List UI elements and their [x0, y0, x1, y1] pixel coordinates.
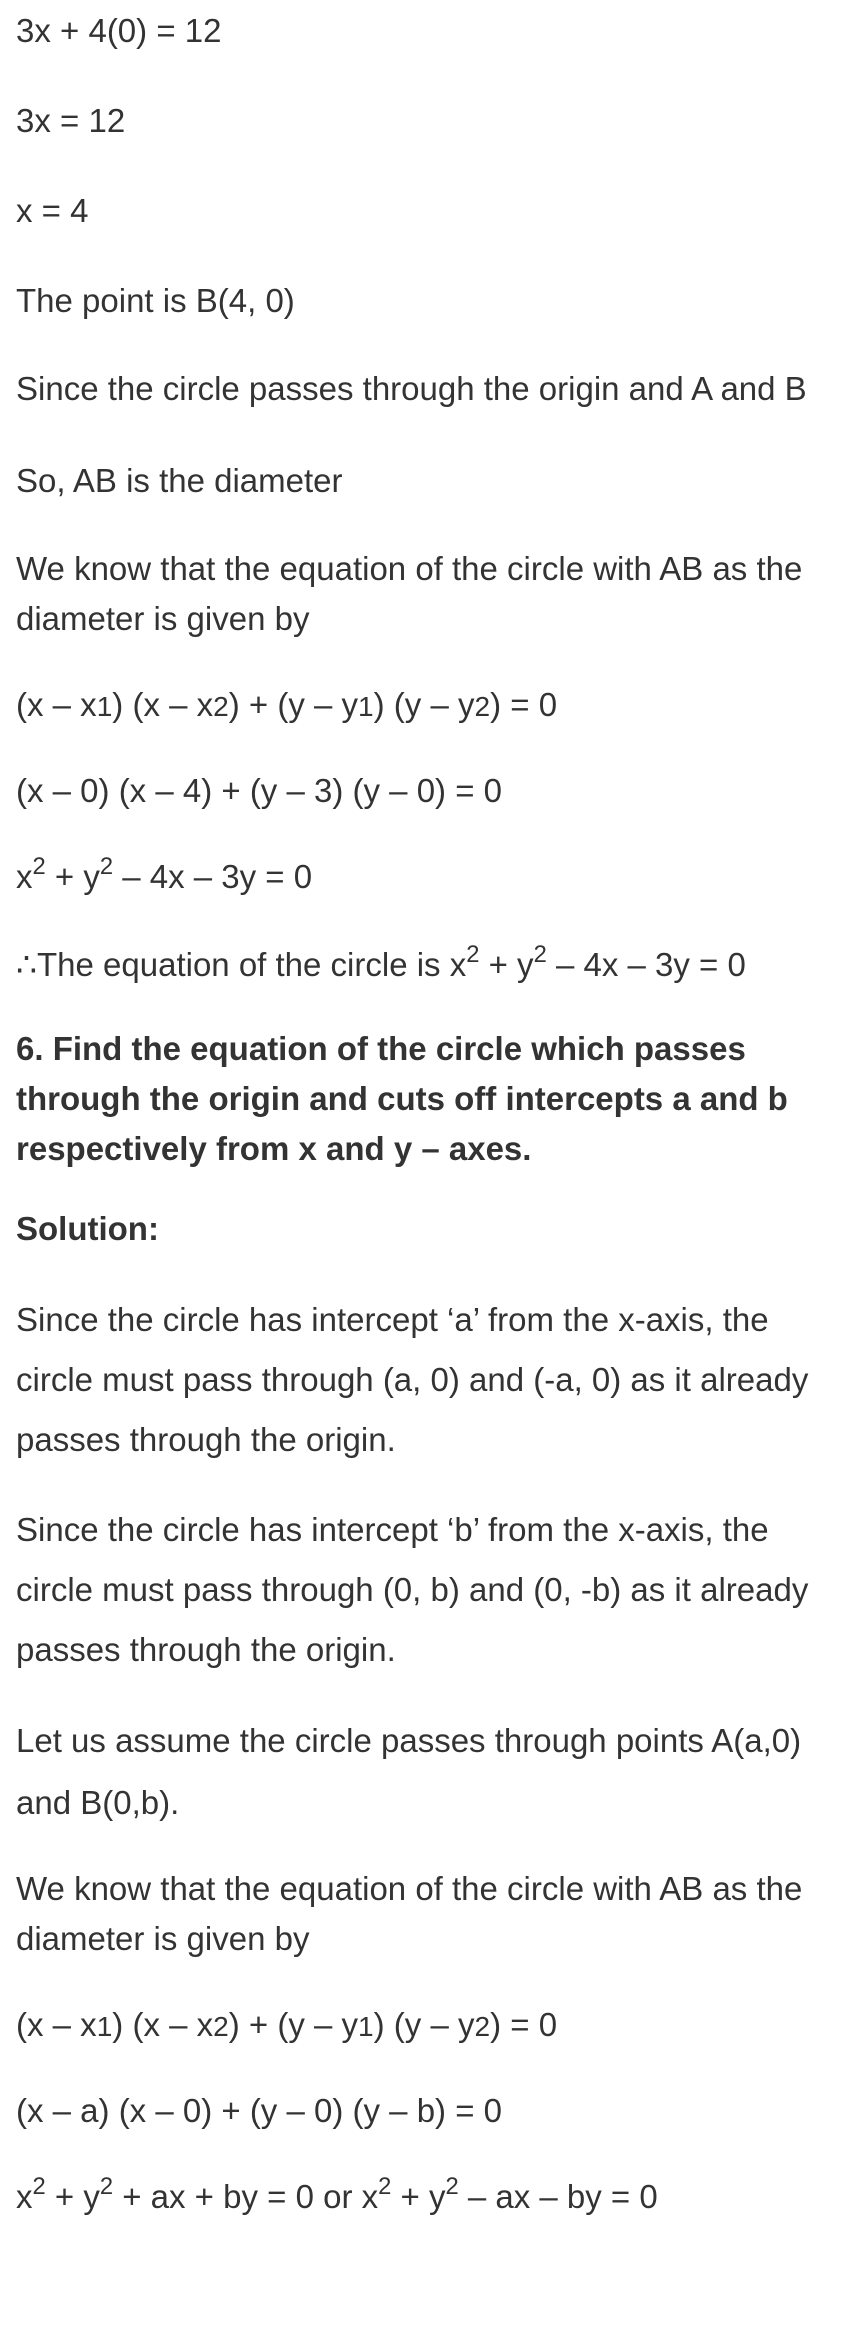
equation-line: 3x = 12 — [16, 102, 126, 139]
equation-line: (x – a) (x – 0) + (y – 0) (y – b) = 0 — [16, 2092, 502, 2129]
equation-line: 3x + 4(0) = 12 — [16, 12, 222, 49]
conclusion-line: ∴The equation of the circle is $x^2 + y^2 - 4x - 3y = 0$ — [16, 940, 746, 983]
equation-line: $x^2 + y^2 - 4x - 3y = 0$ — [16, 852, 313, 895]
equation-line: $x^2 + y^2$ + ax + by = 0 or $x^2 + y^2$ – ax – by = 0 — [16, 2172, 658, 2215]
equation-line: (x – x1) (x – x2) + (y – y1) (y – y2) = 0 — [16, 2006, 558, 2043]
paragraph: Let us assume the circle passes through points A(a,0) and B(0,b). — [16, 1722, 802, 1821]
document-body — [0, 6, 867, 2222]
text-line: So, AB is the diameter — [16, 462, 343, 499]
paragraph: Since the circle has intercept ‘b’ from the x-axis, the circle must pass through (0, b) and (0, -b) as it already passes through the origin. — [16, 1511, 809, 1668]
paragraph: Since the circle has intercept ‘a’ from the x-axis, the circle must pass through (a, 0) and (-a, 0) as it already passes through the origin. — [16, 1301, 809, 1458]
question-heading: 6. Find the equation of the circle which passes through the origin and cuts off intercepts a and b respectively from x and y – axes. — [16, 1030, 788, 1167]
paragraph: We know that the equation of the circle with AB as the diameter is given by — [16, 550, 803, 637]
solution-label: Solution: — [16, 1210, 159, 1247]
paragraph: We know that the equation of the circle with AB as the diameter is given by — [16, 1870, 803, 1957]
equation-line: (x – x1) (x – x2) + (y – y1) (y – y2) = 0 — [16, 686, 558, 723]
text-line: The point is B(4, 0) — [16, 282, 295, 319]
equation-line: (x – 0) (x – 4) + (y – 3) (y – 0) = 0 — [16, 772, 502, 809]
text-line: Since the circle passes through the origin and A and B — [16, 370, 807, 407]
equation-line: x = 4 — [16, 192, 89, 229]
